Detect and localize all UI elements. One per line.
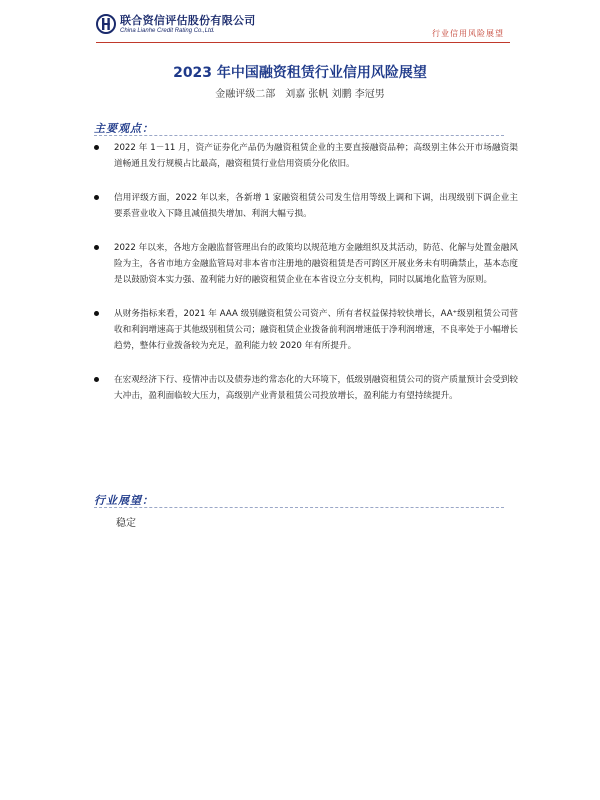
list-item [94,140,518,172]
logo-chinese-name: 联合资信评估股份有限公司 [120,13,256,27]
list-item [94,190,518,222]
bullet-dot-icon [94,377,99,382]
bullet-dot-icon [94,311,99,316]
bullet-dot-icon [94,245,99,250]
header-divider [96,42,510,43]
outlook-value: 稳定 [116,518,136,529]
bullet-dot-icon [94,145,99,150]
report-authors: 金融评级二部 刘嘉 张帆 刘鹏 李冠男 [215,89,385,100]
page-header [0,0,600,48]
list-item [94,240,518,288]
bullet-text: 2022 年以来，各地方金融监督管理出台的政策均以规范地方金融组织及其活动，防范、化解与处置金融风险为主，各省市地方金融监管局对非本省市注册地的融资租赁是否可跨区开展业务未有明确禁止，基本态度是以鼓励资本实力强、盈利能力好的融资租赁企业在本省设立分支机构，同时以属地化监管为原则。 [114,243,518,285]
bullet-text: 信用评级方面，2022 年以来，各新增 1 家融资租赁公司发生信用等级上调和下调，出现级别下调企业主要系营业收入下降且减值损失增加、利润大幅亏损。 [114,193,518,219]
list-item [94,372,518,404]
key-points-heading: 主要观点： [94,122,154,135]
report-type-tag: 行业信用风险展望 [432,29,504,38]
company-logo [96,14,256,34]
bullet-text: 从财务指标来看，2021 年 AAA 级别融资租赁公司资产、所有者权益保持较快增长，AA⁺级别租赁公司营收和利润增速高于其他级别租赁公司；融资租赁企业拨备前利润增速低于净利润增速，不良率处于小幅增长趋势，整体行业拨备较为充足，盈利能力较 2020 年有所提升。 [114,309,518,351]
bullet-text: 在宏观经济下行、疫情冲击以及债券违约常态化的大环境下，低级别融资租赁公司的资产质量预计会受到较大冲击，盈利面临较大压力，高级别产业背景租赁公司投放增长，盈利能力有望持续提升。 [114,375,518,401]
bullet-text: 2022 年 1－11 月，资产证券化产品仍为融资租赁企业的主要直接融资品种；高级别主体公开市场融资渠道畅通且发行规模占比最高，融资租赁行业信用资质分化依旧。 [114,143,518,169]
list-item [94,306,518,354]
report-title: 2023 年中国融资租赁行业信用风险展望 [173,65,427,81]
outlook-divider [94,507,504,508]
lianhe-logo-icon [96,14,116,34]
key-points-list [94,140,518,422]
bullet-dot-icon [94,195,99,200]
key-points-divider [94,135,504,136]
outlook-heading: 行业展望： [94,494,154,507]
logo-english-name: China Lianhe Credit Rating Co.,Ltd. [120,27,215,34]
